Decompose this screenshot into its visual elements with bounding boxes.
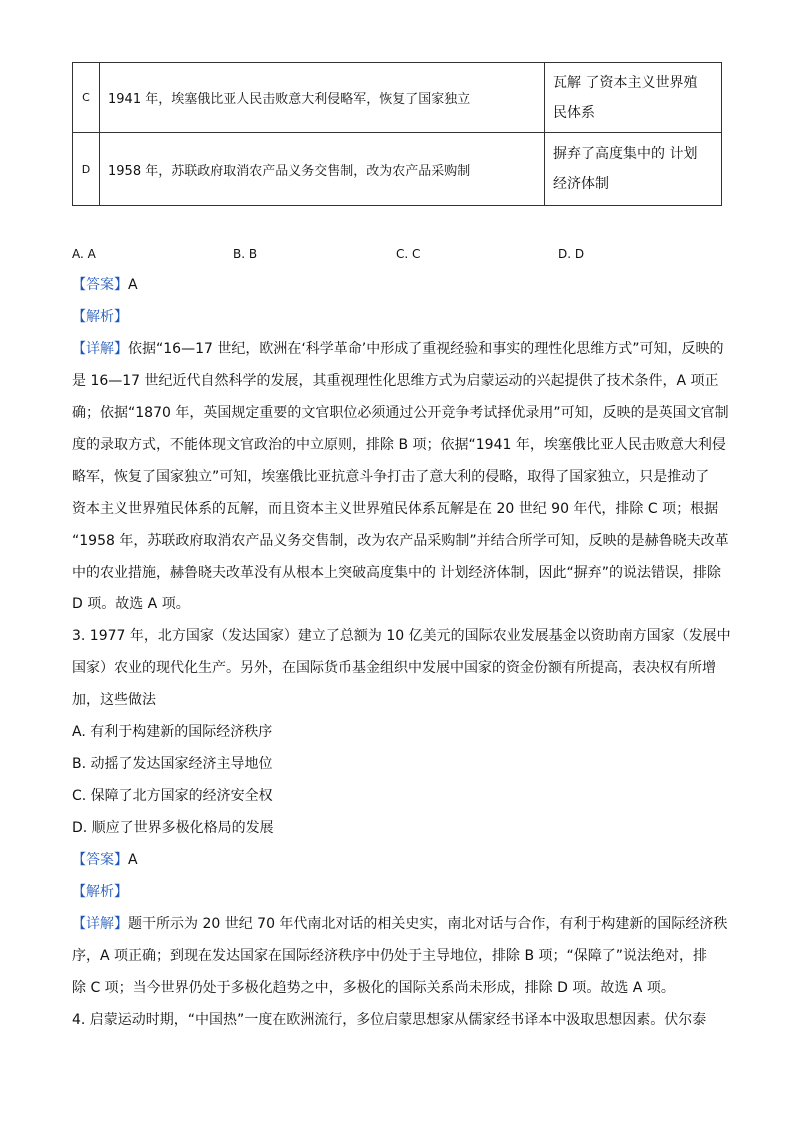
row-conclusion — [545, 133, 722, 206]
question-stem: 加，这些做法 — [72, 692, 156, 708]
choice-c: C. C — [396, 247, 421, 261]
row-event: 1958 年，苏联政府取消农产品义务交售制，改为农产品采购制 — [100, 133, 545, 206]
row-event: 1941 年，埃塞俄比亚人民击败意大利侵略军，恢复了国家独立 — [100, 63, 545, 133]
detail-line: 确；依据“1870 年，英国规定重要的文官职位必须通过公开竞争考试择优录用”可知，反映的是英国文官制 — [72, 405, 729, 421]
question-stem: 国家）农业的现代化生产。另外，在国际货币基金组织中发展中国家的资金份额有所提高，表决权有所增 — [72, 660, 716, 676]
row-letter: D — [73, 133, 100, 206]
question-stem: 3. 1977 年，北方国家（发达国家）建立了总额为 10 亿美元的国际农业发展基金以资助南方国家（发展中 — [72, 628, 731, 644]
answer-line — [72, 275, 724, 295]
detail-line: 资本主义世界殖民体系的瓦解，而且资本主义世界殖民体系瓦解是在 20 世纪 90 年代，排除 C 项；根据 — [72, 501, 719, 517]
detail-line: 【详解】题干所示为 20 世纪 70 年代南北对话的相关史实，南北对话与合作，有利于构建新的国际经济秩 — [72, 916, 728, 932]
conclusion-line: 经济体制 — [553, 176, 609, 192]
row-conclusion — [545, 63, 722, 133]
answer-line — [72, 850, 724, 870]
detail-line: 略军，恢复了国家独立”可知，埃塞俄比亚抗意斗争打击了意大利的侵略，取得了国家独立，只是推动了 — [72, 469, 710, 485]
option-d: D. 顺应了世界多极化格局的发展 — [72, 820, 274, 836]
detail-line: 【详解】依据“16—17 世纪，欧洲在‘科学革命’中形成了重视经验和事实的理性化思维方式”可知，反映的 — [72, 341, 724, 357]
choice-d: D. D — [558, 247, 585, 261]
answer-tag: 【答案】 — [72, 852, 128, 868]
detail-line: D 项。故选 A 项。 — [72, 596, 190, 612]
option-table — [72, 62, 722, 206]
answer-value: A — [128, 277, 138, 293]
detail-tag: 【详解】 — [72, 916, 128, 932]
conclusion-line: 民体系 — [553, 104, 595, 121]
detail-line: 中的农业措施，赫鲁晓夫改革没有从根本上突破高度集中的 计划经济体制，因此“摒弃”的说法错误，排除 — [72, 565, 721, 581]
detail-line: 除 C 项；当今世界仍处于多极化趋势之中，多极化的国际关系尚未形成，排除 D 项。故选 A 项。 — [72, 980, 675, 996]
analysis-tag: 【解析】 — [72, 884, 128, 900]
conclusion-line: 瓦解 了资本主义世界殖 — [553, 74, 698, 91]
analysis-tag: 【解析】 — [72, 309, 128, 325]
answer-value: A — [128, 852, 138, 868]
choice-a: A. A — [72, 247, 96, 261]
detail-line: 序，A 项正确；到现在发达国家在国际经济秩序中仍处于主导地位，排除 B 项；“保障了”说法绝对，排 — [72, 948, 708, 964]
question-stem: 4. 启蒙运动时期，“中国热”一度在欧洲流行，多位启蒙思想家从儒家经书译本中汲取思想因素。伏尔泰 — [72, 1012, 707, 1028]
row-letter: C — [73, 63, 100, 133]
detail-line: “1958 年，苏联政府取消农产品义务交售制，改为农产品采购制”并结合所学可知，反映的是赫鲁晓夫改革 — [72, 533, 729, 549]
option-b: B. 动摇了发达国家经济主导地位 — [72, 756, 273, 772]
conclusion-line: 摒弃了高度集中的 计划 — [553, 146, 698, 162]
option-a: A. 有利于构建新的国际经济秩序 — [72, 724, 273, 740]
choice-b: B. B — [233, 247, 258, 261]
answer-tag: 【答案】 — [72, 277, 128, 293]
detail-tag: 【详解】 — [72, 341, 128, 357]
table-row — [73, 133, 722, 206]
option-c: C. 保障了北方国家的经济安全权 — [72, 788, 273, 804]
detail-line: 是 16—17 世纪近代自然科学的发展，其重视理性化思维方式为启蒙运动的兴起提供了技术条件，A 项正 — [72, 373, 719, 389]
table-row — [73, 63, 722, 133]
detail-line: 度的录取方式，不能体现文官政治的中立原则，排除 B 项；依据“1941 年，埃塞俄比亚人民击败意大利侵 — [72, 437, 726, 453]
